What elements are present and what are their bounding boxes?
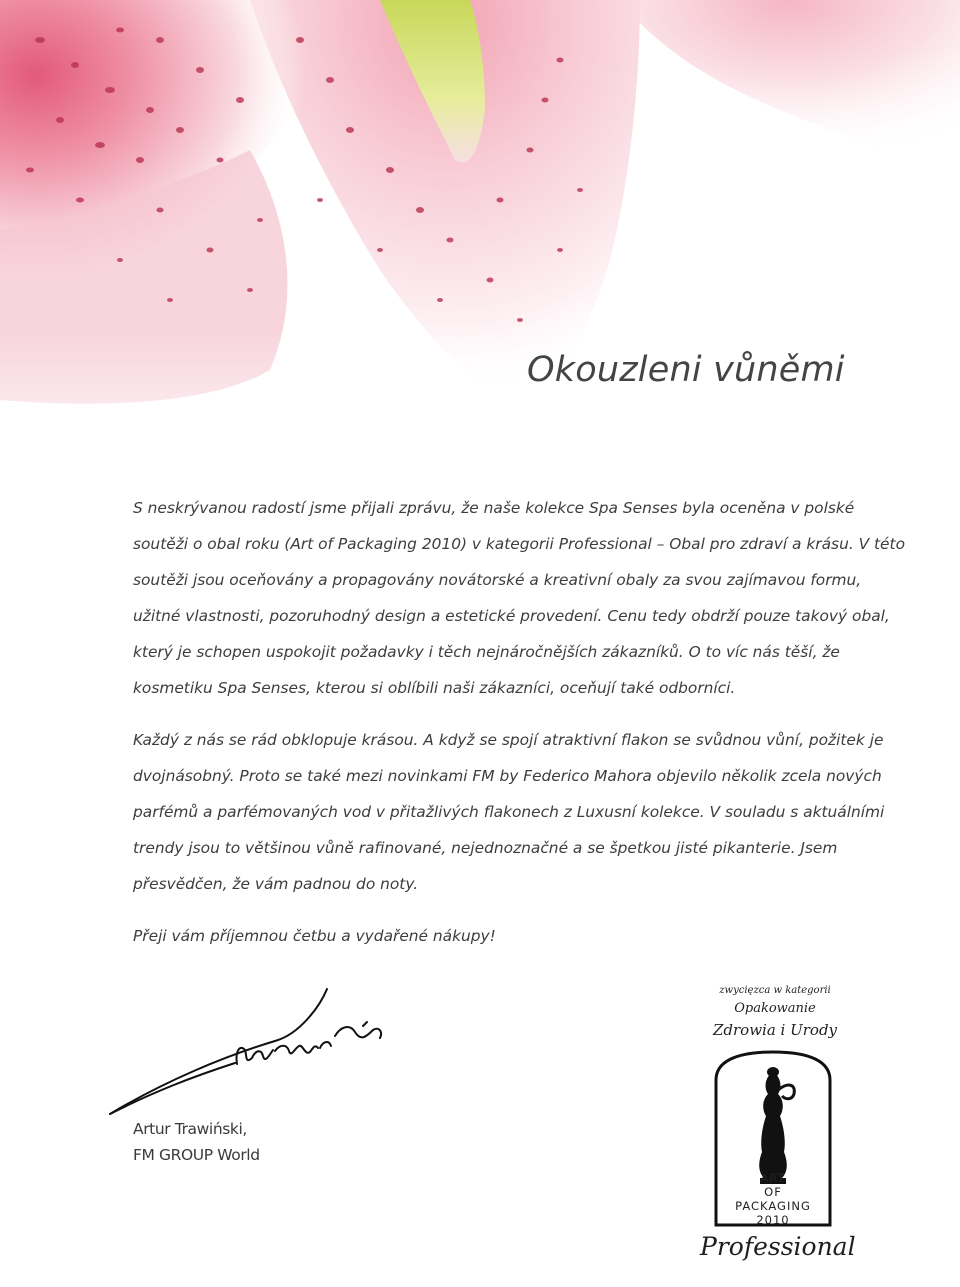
award-caption-line-4: 2010 [756, 1213, 790, 1227]
signatory-name: Artur Trawiński, [133, 1120, 247, 1138]
award-line-1: zwycięzca w kategorii [719, 985, 831, 996]
handwritten-signature [105, 986, 395, 1116]
paragraph-1: S neskrývanou radostí jsme přijali zprávu, že naše kolekce Spa Senses byla oceněna v polské soutěži o obal roku (Art of Packaging 2010) v kategorii Professional – Obal pro zdraví a krásu. V této soutěži jsou oceňovány a propagovány novátorské a kreativní obaly za svou zajímavou formu, užitné vlastnosti, pozoruhodný design a estetické provedení. Cenu tedy obdrží pouze takový obal, který je schopen uspokojit požadavky i těch nejnáročnějších zákazníků. O to víc nás těší, že kosmetiku Spa Senses, kterou si oblíbili naši zákazníci, oceňují také odborníci. [133, 499, 905, 697]
award-line-2: Opakowanie [734, 1001, 816, 1016]
signatory-company: FM GROUP World [133, 1146, 260, 1164]
page-title: Okouzleni vůněmi [527, 350, 845, 390]
award-caption-line-1: ART [760, 1171, 786, 1185]
award-caption-line-3: PACKAGING [735, 1199, 811, 1213]
art-of-packaging-award-logo [700, 985, 856, 1285]
lily-flower-image [0, 0, 960, 470]
paragraph-2: Každý z nás se rád obklopuje krásou. A když se spojí atraktivní flakon se svůdnou vůní, požitek je dvojnásobný. Proto se také mezi novinkami FM by Federico Mahora objevilo několik zcela nových parfémů a parfémovaných vod v přitažlivých flakonech z Luxusní kolekce. V souladu s aktuálními trendy jsou to většinou vůně rafinované, nejednoznačné a se špetkou jisté pikanterie. Jsem přesvědčen, že vám padnou do noty. [133, 731, 885, 893]
award-caption [710, 1171, 836, 1227]
award-line-3: Zdrowia i Urody [712, 1021, 838, 1039]
signatory [133, 1116, 260, 1168]
award-category: Professional [700, 1232, 856, 1261]
letter-body [133, 490, 913, 970]
award-caption-line-2: OF [764, 1185, 782, 1199]
closing-line: Přeji vám příjemnou četbu a vydařené nákupy! [133, 927, 496, 945]
